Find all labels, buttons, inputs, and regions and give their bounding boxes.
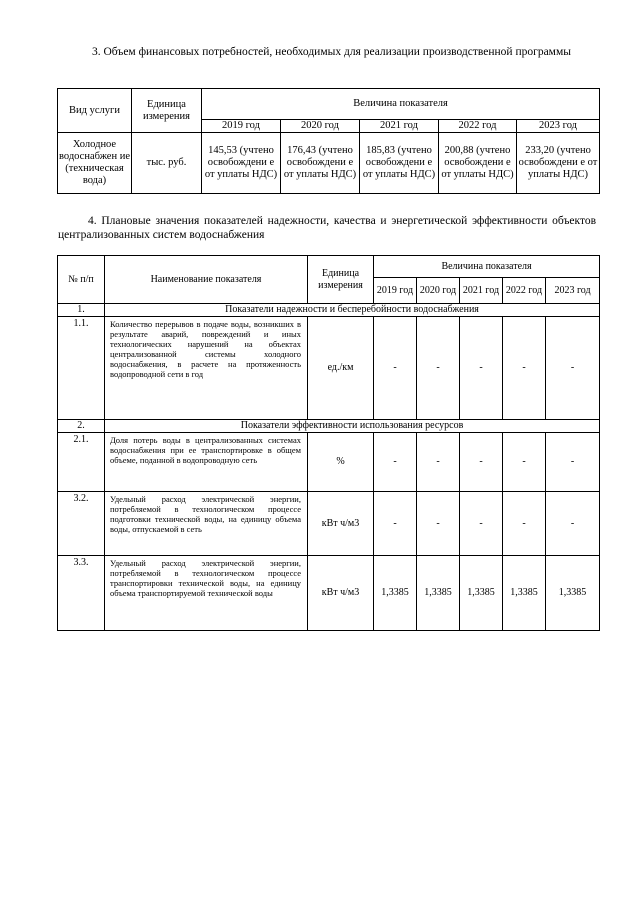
year-header: 2021 год [360,120,439,133]
table-row [58,556,600,631]
value-cell: 145,53 (учтено освобождени е от уплаты НДС) [202,133,281,194]
table-row [58,433,600,492]
col-value-header: Величина показателя [202,89,600,120]
col-unit-header: Единица измерения [308,256,374,304]
section-row [58,420,600,433]
unit-cell: тыс. руб. [132,133,202,194]
year-header: 2021 год [460,278,503,304]
indicators-table [57,255,600,631]
value-cell: 1,3385 [460,556,503,631]
year-header: 2020 год [417,278,460,304]
indicator-name: Удельный расход электрической энергии, потребляемой в технологическом процессе транспортировки технической воды, на единицу объема транспортируемой технической воды [105,556,308,631]
year-header: 2022 год [503,278,546,304]
value-cell: - [546,433,600,492]
value-cell: - [374,433,417,492]
section-title: Показатели эффективности использования ресурсов [105,420,600,433]
value-cell: - [460,492,503,556]
section-row [58,304,600,317]
value-cell: - [503,492,546,556]
service-cell: Холодное водоснабжен ие (техническая вода) [58,133,132,194]
section-4-heading: 4. Плановые значения показателей надежности, качества и энергетической эффективности объектов централизованных систем водоснабжения [58,215,596,241]
value-cell: - [460,433,503,492]
value-cell: 1,3385 [417,556,460,631]
value-cell: 1,3385 [503,556,546,631]
col-service-header: Вид услуги [58,89,132,133]
row-num: 2.1. [58,433,105,492]
year-header: 2020 год [281,120,360,133]
unit-cell: ед./км [308,317,374,420]
table-row [58,133,600,194]
section-num: 2. [58,420,105,433]
section-title: Показатели надежности и бесперебойности водоснабжения [105,304,600,317]
value-cell: - [546,317,600,420]
value-cell: 1,3385 [546,556,600,631]
value-cell: - [374,317,417,420]
indicator-name: Удельный расход электрической энергии, потребляемой в технологическом процессе подготовки технической воды, на единицу объема воды, отпускаемой в сеть [105,492,308,556]
table-row [58,492,600,556]
value-cell: 176,43 (учтено освобождени е от уплаты НДС) [281,133,360,194]
year-header: 2023 год [517,120,600,133]
value-cell: - [374,492,417,556]
value-cell: - [503,433,546,492]
col-num-header: № п/п [58,256,105,304]
unit-cell: кВт ч/м3 [308,556,374,631]
year-header: 2019 год [202,120,281,133]
row-num: 1.1. [58,317,105,420]
year-header: 2022 год [439,120,517,133]
value-cell: - [546,492,600,556]
value-cell: - [460,317,503,420]
value-cell: - [417,492,460,556]
value-cell: 200,88 (учтено освобождени е от уплаты НДС) [439,133,517,194]
table-row [58,317,600,420]
col-unit-header: Единица измерения [132,89,202,133]
section-num: 1. [58,304,105,317]
value-cell: 1,3385 [374,556,417,631]
col-name-header: Наименование показателя [105,256,308,304]
financial-needs-table [57,88,600,194]
value-cell: - [417,433,460,492]
value-cell: - [417,317,460,420]
value-cell: 185,83 (учтено освобождени е от уплаты НДС) [360,133,439,194]
row-num: 3.3. [58,556,105,631]
year-header: 2019 год [374,278,417,304]
indicator-name: Доля потерь воды в централизованных системах водоснабжения при ее транспортировке в общем объеме, поданной в водопроводную сеть [105,433,308,492]
value-cell: 233,20 (учтено освобождени е от уплаты НДС) [517,133,600,194]
unit-cell: % [308,433,374,492]
value-cell: - [503,317,546,420]
row-num: 3.2. [58,492,105,556]
col-value-header: Величина показателя [374,256,600,278]
section-3-heading: 3. Объем финансовых потребностей, необходимых для реализации производственной программы [92,46,571,58]
indicator-name: Количество перерывов в подаче воды, возникших в результате аварий, повреждений и иных технологических нарушений на объектах централизованной системы холодного водоснабжения, в расчете на протяженность водопроводной сети в год [105,317,308,420]
unit-cell: кВт ч/м3 [308,492,374,556]
year-header: 2023 год [546,278,600,304]
